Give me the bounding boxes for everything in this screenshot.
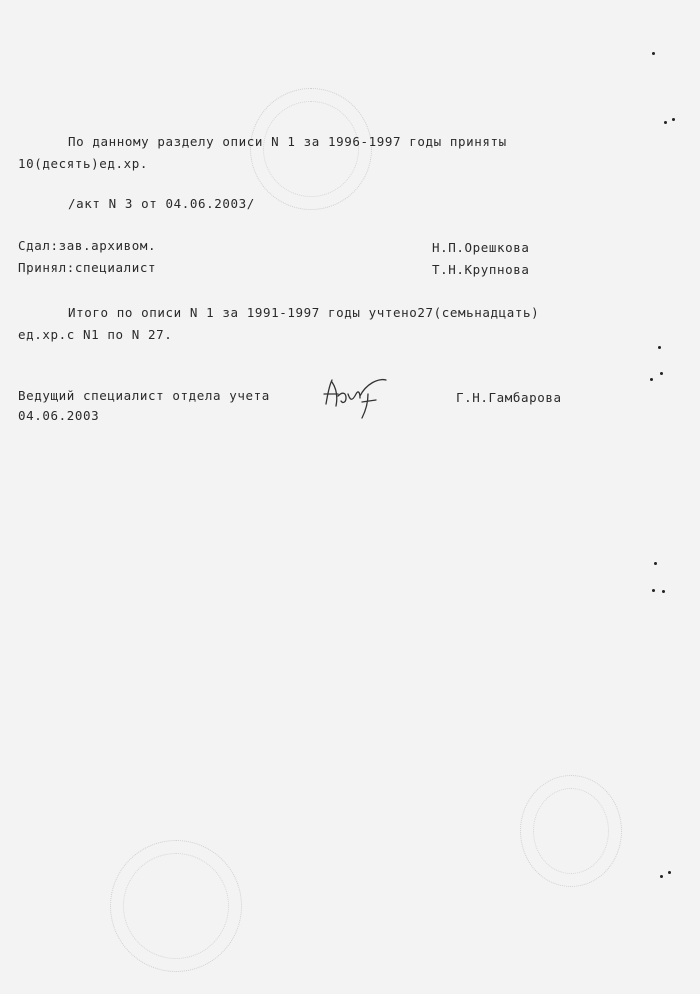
transfer-line-1: По данному разделу описи N 1 за 1996-1997 годы приняты bbox=[68, 134, 507, 149]
total-line-1: Итого по описи N 1 за 1991-1997 годы учтено27(семьнадцать) bbox=[68, 305, 540, 320]
speck bbox=[654, 562, 657, 565]
speck bbox=[650, 378, 653, 381]
received-name: Т.Н.Крупнова bbox=[432, 262, 530, 277]
act-reference: /акт N 3 от 04.06.2003/ bbox=[68, 196, 255, 211]
transfer-line-2: 10(десять)ед.хр. bbox=[18, 156, 149, 171]
signature-icon bbox=[316, 374, 396, 422]
total-line-2: ед.хр.с N1 по N 27. bbox=[18, 327, 173, 342]
faint-stamp-bottom-right bbox=[520, 775, 622, 887]
faint-stamp-bottom-left bbox=[110, 840, 242, 972]
speck bbox=[662, 590, 665, 593]
document-date: 04.06.2003 bbox=[18, 408, 100, 423]
speck bbox=[664, 121, 667, 124]
speck bbox=[652, 589, 655, 592]
speck bbox=[652, 52, 655, 55]
lead-specialist-name: Г.Н.Гамбарова bbox=[456, 390, 562, 405]
speck bbox=[660, 875, 663, 878]
received-label: Принял:специалист bbox=[18, 260, 157, 275]
speck bbox=[658, 346, 661, 349]
handed-over-name: Н.П.Орешкова bbox=[432, 240, 530, 255]
speck bbox=[668, 871, 671, 874]
speck bbox=[660, 372, 663, 375]
lead-specialist-title: Ведущий специалист отдела учета bbox=[18, 388, 270, 403]
speck bbox=[672, 118, 675, 121]
handed-over-label: Сдал:зав.архивом. bbox=[18, 238, 157, 253]
